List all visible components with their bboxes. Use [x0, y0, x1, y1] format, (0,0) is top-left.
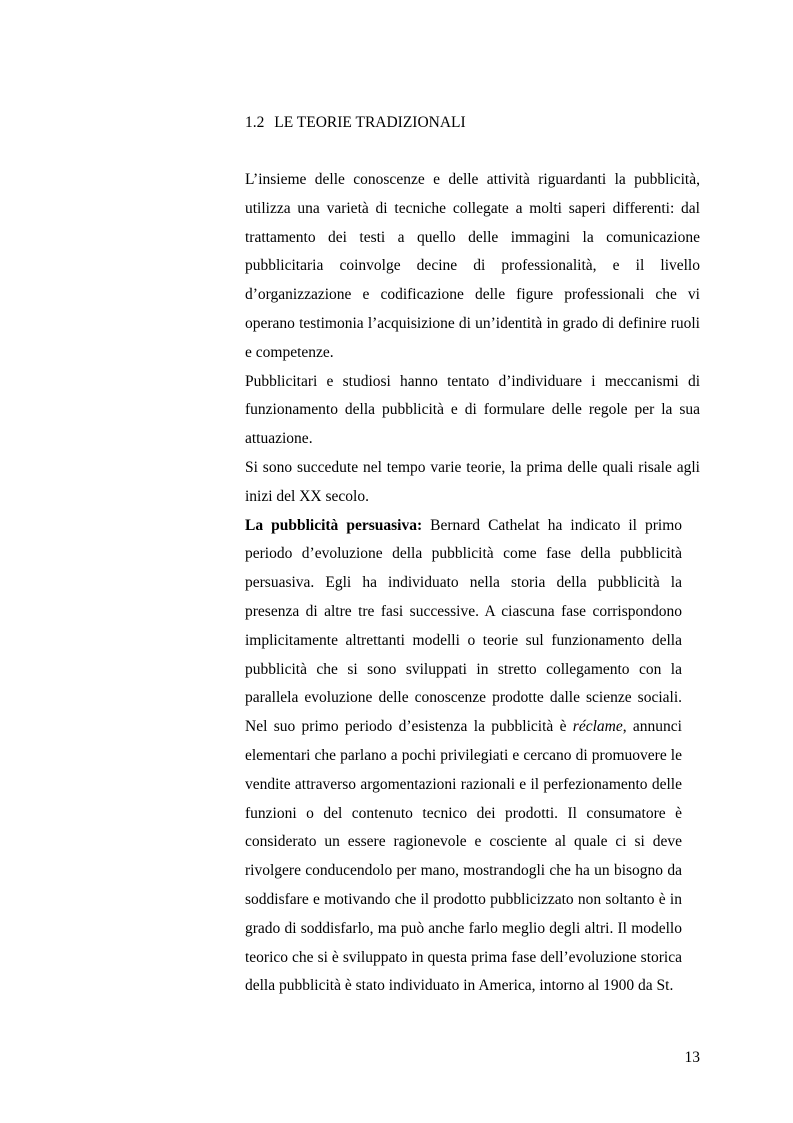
paragraph-studies: Pubblicitari e studiosi hanno tentato d’individuare i meccanismi di funzionamento della pubblicità e di formulare delle regole per la sua attuazione.: [245, 372, 700, 448]
paragraph-intro: L’insieme delle conoscenze e delle attività riguardanti la pubblicità, utilizza una varietà di tecniche collegate a molti saperi differenti: dal trattamento dei testi a quello delle immagini la comunicazione pubblicitaria coinvolge decine di professionalità, e il livello d’organizzazione e codificazione delle figure professionali che vi operano testimonia l’acquisizione di un’identità in grado di definire ruoli e competenze.: [245, 171, 700, 361]
paragraph-persuasive: [245, 512, 682, 1002]
persuasive-text-part2: , annunci elementari che parlano a pochi privilegiati e cercano di promuovere le vendite attraverso argomentazioni razionali e il perfezionamento delle funzioni o del contenuto tecnico dei prodotti. Il consumatore è considerato un essere ragionevole e cosciente al quale ci si deve rivolgere conducendolo per mano, mostrandogli che ha un bisogno da soddisfare e motivando che il prodotto pubblicizzato non soltanto è in grado di soddisfarlo, ma può anche farlo meglio degli altri. Il modello teorico che si è sviluppato in questa prima fase dell’evoluzione storica della pubblicità è stato individuato in America, intorno al 1900 da St.: [245, 718, 682, 995]
section-title: LE TEORIE TRADIZIONALI: [274, 114, 466, 131]
body-text: [245, 166, 700, 1001]
page-number: 13: [684, 1049, 700, 1066]
reclame-term: réclame: [572, 718, 623, 736]
persuasive-text-part1: Bernard Cathelat ha indicato il primo periodo d’evoluzione della pubblicità come fase della pubblicità persuasiva. Egli ha individuato nella storia della pubblicità la presenza di altre tre fasi successive. A ciascuna fase corrispondono implicitamente altrettanti modelli o teorie sul funzionamento della pubblicità che si sono sviluppati in stretto collegamento con la parallela evoluzione delle conoscenze prodotte dalle scienze sociali. Nel suo primo periodo d’esistenza la pubblicità è: [245, 516, 683, 736]
paragraph-theories: Si sono succedute nel tempo varie teorie, la prima delle quali risale agli inizi del XX secolo.: [245, 458, 700, 505]
persuasive-lead: La pubblicità persuasiva:: [245, 516, 423, 534]
section-number: 1.2: [245, 114, 265, 131]
section-heading: [245, 113, 466, 133]
